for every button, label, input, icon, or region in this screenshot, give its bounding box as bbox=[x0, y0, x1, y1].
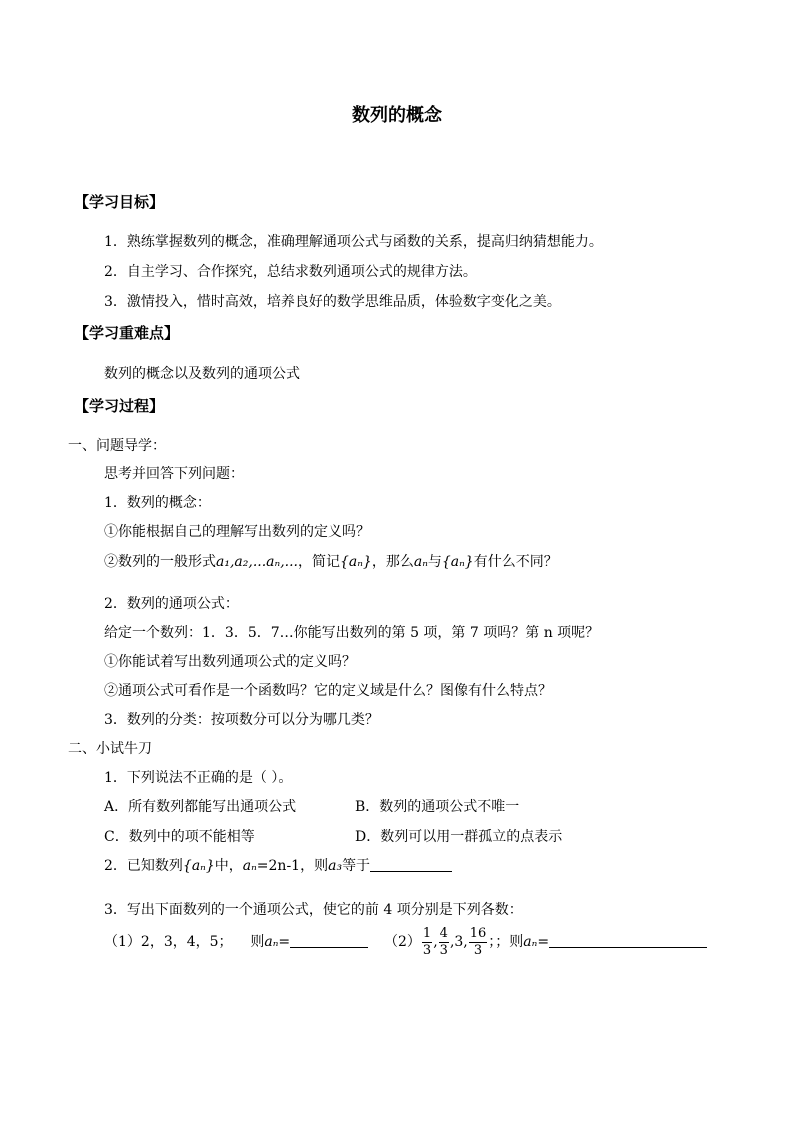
page-title: 数列的概念 bbox=[352, 105, 442, 126]
q1b-mid2: ，那么 bbox=[371, 554, 414, 570]
q1-item-a: ①你能根据自己的理解写出数列的定义吗？ bbox=[104, 524, 370, 540]
ex3-2-post: ；；则 bbox=[488, 934, 524, 950]
term-an: aₙ bbox=[523, 934, 538, 950]
answer-blank[interactable] bbox=[290, 933, 368, 948]
option-a: A．所有数列都能写出通项公式 bbox=[104, 799, 297, 815]
q1b-post: 有什么不同？ bbox=[473, 554, 558, 570]
q1b-mid1: ，简记 bbox=[298, 554, 340, 570]
sequence-notation: {aₙ} bbox=[441, 554, 474, 570]
ex3-2-pre: （2） bbox=[384, 934, 421, 950]
term-an: aₙ bbox=[264, 934, 279, 950]
q2-item-a: ①你能试着写出数列通项公式的定义吗？ bbox=[104, 654, 356, 670]
exercise-1: 1．下列说法不正确的是（ ）。 bbox=[104, 770, 293, 786]
goal-item: 3．激情投入，惜时高效，培养良好的数学思维品质，体验数字变化之美。 bbox=[104, 294, 561, 310]
exercise-3: 3．写出下面数列的一个通项公式，使它的前 4 项分别是下列各数： bbox=[104, 902, 523, 918]
sequence-notation: {aₙ} bbox=[182, 858, 215, 874]
q1b-pre: ②数列的一般形式 bbox=[104, 554, 216, 570]
q2-title: 2．数列的通项公式： bbox=[104, 596, 239, 612]
q2-given: 给定一个数列：1．3．5．7…你能写出数列的第 5 项，第 7 项吗？第 n 项呢？ bbox=[104, 625, 600, 641]
option-b: B．数列的通项公式不唯一 bbox=[355, 799, 520, 815]
section-heading-keypoints: 【学习重难点】 bbox=[74, 324, 180, 342]
ex3-1-eq: = bbox=[278, 934, 291, 950]
section-heading-process: 【学习过程】 bbox=[74, 397, 165, 415]
exercise-2 bbox=[104, 856, 452, 876]
q1-item-b bbox=[104, 552, 558, 572]
ex2-pre: 2．已知数列 bbox=[104, 858, 183, 874]
part1-intro: 思考并回答下列问题： bbox=[104, 466, 244, 482]
q2-item-b: ②通项公式可看作是一个函数吗？它的定义域是什么？图像有什么特点？ bbox=[104, 683, 552, 699]
option-d: D．数列可以用一群孤立的点表示 bbox=[355, 829, 563, 845]
term-an: aₙ bbox=[242, 858, 257, 874]
q1b-mid3: 与 bbox=[427, 554, 442, 570]
keypoints-text: 数列的概念以及数列的通项公式 bbox=[104, 366, 300, 382]
q1-title: 1．数列的概念： bbox=[104, 495, 211, 511]
denominator: 3 bbox=[422, 942, 432, 958]
fraction-4-3 bbox=[439, 926, 449, 959]
sequence-general-form: a₁,a₂,...aₙ,... bbox=[216, 554, 298, 570]
numerator: 1 bbox=[422, 925, 432, 941]
exercise-3-1 bbox=[104, 932, 368, 952]
numerator: 4 bbox=[439, 925, 448, 941]
term-a3: a₃ bbox=[328, 858, 343, 874]
term-an: aₙ bbox=[413, 554, 428, 570]
fraction-16-3 bbox=[469, 926, 488, 959]
goal-item: 1．熟练掌握数列的概念，准确理解通项公式与函数的关系，提高归纳猜想能力。 bbox=[104, 234, 603, 250]
denominator: 3 bbox=[439, 942, 448, 958]
part1-title: 一、问题导学： bbox=[68, 438, 166, 454]
answer-blank[interactable] bbox=[549, 933, 707, 948]
q3-text: 3．数列的分类：按项数分可以分为哪几类？ bbox=[104, 712, 379, 728]
ex3-1-pre: （1）2，3，4，5； bbox=[104, 934, 233, 950]
section-heading-goals: 【学习目标】 bbox=[74, 193, 165, 211]
ex2-eq: =2n-1，则 bbox=[256, 858, 329, 874]
numerator: 16 bbox=[469, 925, 487, 941]
part2-title: 二、小试牛刀 bbox=[68, 741, 152, 757]
exercise-3-2: （2） $\frac{1}{3}$ , $\frac{4}{3}$ ,3, $\frac{16}{3}$ ；；则aₙ= bbox=[384, 922, 707, 962]
answer-blank[interactable] bbox=[370, 857, 452, 872]
ex3-2-eq: = bbox=[537, 934, 550, 950]
option-c: C．数列中的项不能相等 bbox=[104, 829, 255, 845]
ex2-mid: 中， bbox=[214, 858, 243, 874]
denominator: 3 bbox=[473, 942, 483, 958]
ex2-post: 等于 bbox=[342, 858, 371, 874]
ex3-2-mid: ,3, bbox=[449, 934, 468, 950]
goal-item: 2．自主学习、合作探究，总结求数列通项公式的规律方法。 bbox=[104, 264, 477, 280]
sequence-notation: {aₙ} bbox=[340, 554, 372, 570]
ex3-1-then: 则 bbox=[250, 934, 265, 950]
fraction-1-3 bbox=[422, 926, 432, 959]
